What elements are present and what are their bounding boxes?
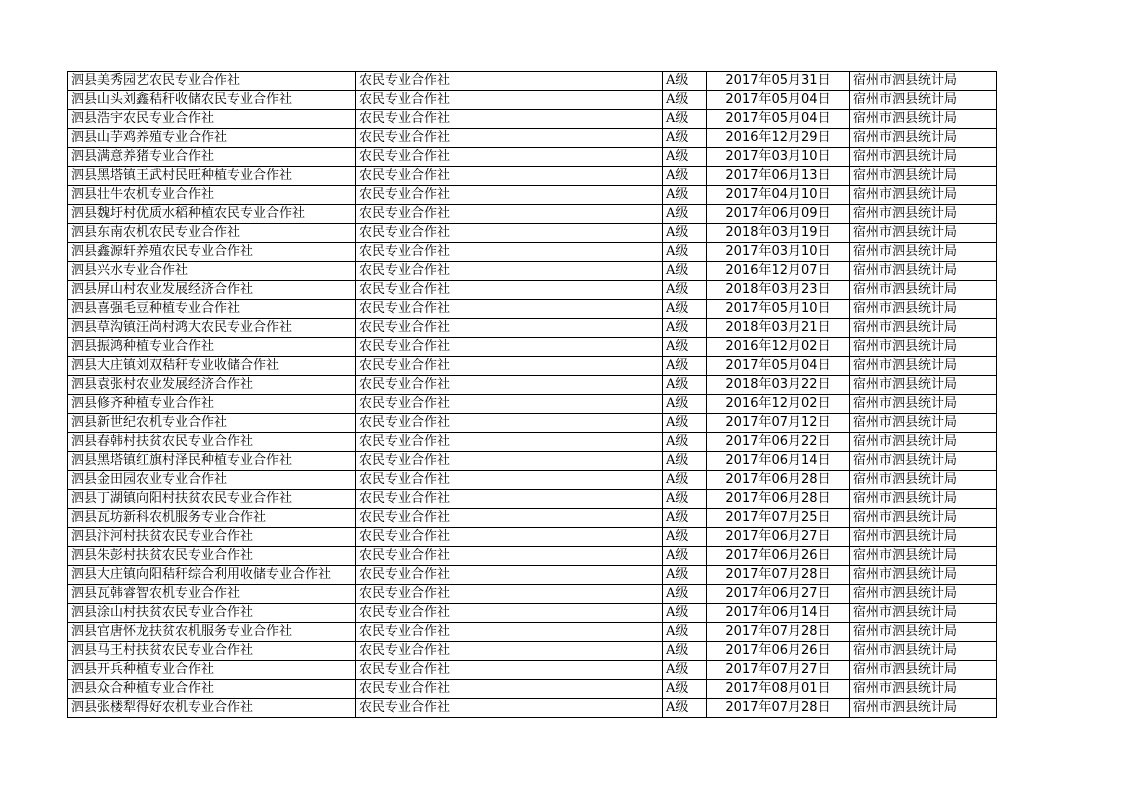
cell-cooperative-name: 泗县大庄镇刘双秸秆专业收储合作社 bbox=[68, 357, 356, 376]
cell-organization-type: 农民专业合作社 bbox=[356, 129, 663, 148]
cell-organization-type: 农民专业合作社 bbox=[356, 72, 663, 91]
cell-organization-type: 农民专业合作社 bbox=[356, 243, 663, 262]
cell-date: 2018年03月23日 bbox=[707, 281, 850, 300]
cell-organization-type: 农民专业合作社 bbox=[356, 642, 663, 661]
cell-date: 2017年06月27日 bbox=[707, 528, 850, 547]
cell-cooperative-name: 泗县美秀园艺农民专业合作社 bbox=[68, 72, 356, 91]
table-row bbox=[68, 148, 997, 167]
table-row bbox=[68, 604, 997, 623]
cell-authority: 宿州市泗县统计局 bbox=[850, 604, 997, 623]
table-row bbox=[68, 281, 997, 300]
cell-organization-type: 农民专业合作社 bbox=[356, 585, 663, 604]
table-row bbox=[68, 528, 997, 547]
cell-date: 2017年03月10日 bbox=[707, 148, 850, 167]
cell-organization-type: 农民专业合作社 bbox=[356, 680, 663, 699]
cell-organization-type: 农民专业合作社 bbox=[356, 547, 663, 566]
cell-organization-type: 农民专业合作社 bbox=[356, 186, 663, 205]
cell-grade: A级 bbox=[663, 357, 707, 376]
table-row bbox=[68, 72, 997, 91]
cell-date: 2017年05月04日 bbox=[707, 110, 850, 129]
table-row bbox=[68, 680, 997, 699]
cell-authority: 宿州市泗县统计局 bbox=[850, 566, 997, 585]
cell-date: 2017年06月14日 bbox=[707, 604, 850, 623]
cell-organization-type: 农民专业合作社 bbox=[356, 376, 663, 395]
cell-authority: 宿州市泗县统计局 bbox=[850, 452, 997, 471]
cell-grade: A级 bbox=[663, 433, 707, 452]
cell-date: 2017年03月10日 bbox=[707, 243, 850, 262]
table-row bbox=[68, 376, 997, 395]
cell-authority: 宿州市泗县统计局 bbox=[850, 547, 997, 566]
cell-authority: 宿州市泗县统计局 bbox=[850, 528, 997, 547]
cell-grade: A级 bbox=[663, 661, 707, 680]
cell-grade: A级 bbox=[663, 281, 707, 300]
cell-cooperative-name: 泗县浩宇农民专业合作社 bbox=[68, 110, 356, 129]
table-row bbox=[68, 414, 997, 433]
cell-grade: A级 bbox=[663, 72, 707, 91]
cell-date: 2017年06月09日 bbox=[707, 205, 850, 224]
cell-authority: 宿州市泗县统计局 bbox=[850, 509, 997, 528]
cell-date: 2017年07月27日 bbox=[707, 661, 850, 680]
table-row bbox=[68, 509, 997, 528]
cell-grade: A级 bbox=[663, 509, 707, 528]
table-row bbox=[68, 699, 997, 718]
cell-organization-type: 农民专业合作社 bbox=[356, 395, 663, 414]
cell-authority: 宿州市泗县统计局 bbox=[850, 490, 997, 509]
cell-grade: A级 bbox=[663, 623, 707, 642]
cell-cooperative-name: 泗县瓦坊新科农机服务专业合作社 bbox=[68, 509, 356, 528]
cell-cooperative-name: 泗县屏山村农业发展经济合作社 bbox=[68, 281, 356, 300]
cell-organization-type: 农民专业合作社 bbox=[356, 490, 663, 509]
table-row bbox=[68, 357, 997, 376]
cell-authority: 宿州市泗县统计局 bbox=[850, 433, 997, 452]
cell-authority: 宿州市泗县统计局 bbox=[850, 661, 997, 680]
cell-cooperative-name: 泗县满意养猪专业合作社 bbox=[68, 148, 356, 167]
cell-authority: 宿州市泗县统计局 bbox=[850, 699, 997, 718]
cell-date: 2017年07月25日 bbox=[707, 509, 850, 528]
cell-cooperative-name: 泗县金田园农业专业合作社 bbox=[68, 471, 356, 490]
cell-date: 2017年06月28日 bbox=[707, 490, 850, 509]
table-row bbox=[68, 262, 997, 281]
cell-cooperative-name: 泗县山芋鸡养殖专业合作社 bbox=[68, 129, 356, 148]
cell-grade: A级 bbox=[663, 452, 707, 471]
cell-cooperative-name: 泗县兴水专业合作社 bbox=[68, 262, 356, 281]
table-row bbox=[68, 623, 997, 642]
cell-organization-type: 农民专业合作社 bbox=[356, 224, 663, 243]
cell-organization-type: 农民专业合作社 bbox=[356, 91, 663, 110]
cell-grade: A级 bbox=[663, 528, 707, 547]
cell-organization-type: 农民专业合作社 bbox=[356, 414, 663, 433]
cell-authority: 宿州市泗县统计局 bbox=[850, 243, 997, 262]
cell-grade: A级 bbox=[663, 205, 707, 224]
cell-organization-type: 农民专业合作社 bbox=[356, 661, 663, 680]
cell-cooperative-name: 泗县开兵种植专业合作社 bbox=[68, 661, 356, 680]
cell-authority: 宿州市泗县统计局 bbox=[850, 186, 997, 205]
table-row bbox=[68, 433, 997, 452]
cell-date: 2017年05月04日 bbox=[707, 91, 850, 110]
cell-grade: A级 bbox=[663, 585, 707, 604]
cell-organization-type: 农民专业合作社 bbox=[356, 205, 663, 224]
cell-grade: A级 bbox=[663, 395, 707, 414]
cell-grade: A级 bbox=[663, 490, 707, 509]
cell-cooperative-name: 泗县黑塔镇红旗村泽民种植专业合作社 bbox=[68, 452, 356, 471]
table-row bbox=[68, 338, 997, 357]
cell-grade: A级 bbox=[663, 262, 707, 281]
cell-cooperative-name: 泗县振鸿种植专业合作社 bbox=[68, 338, 356, 357]
cell-grade: A级 bbox=[663, 167, 707, 186]
cell-grade: A级 bbox=[663, 338, 707, 357]
cell-authority: 宿州市泗县统计局 bbox=[850, 642, 997, 661]
cell-grade: A级 bbox=[663, 243, 707, 262]
table-row bbox=[68, 642, 997, 661]
cell-date: 2017年06月13日 bbox=[707, 167, 850, 186]
cell-grade: A级 bbox=[663, 471, 707, 490]
cell-cooperative-name: 泗县魏圩村优质水稻种植农民专业合作社 bbox=[68, 205, 356, 224]
cell-date: 2018年03月22日 bbox=[707, 376, 850, 395]
cell-authority: 宿州市泗县统计局 bbox=[850, 376, 997, 395]
cell-grade: A级 bbox=[663, 604, 707, 623]
cell-cooperative-name: 泗县春韩村扶贫农民专业合作社 bbox=[68, 433, 356, 452]
cell-authority: 宿州市泗县统计局 bbox=[850, 129, 997, 148]
cell-grade: A级 bbox=[663, 110, 707, 129]
cell-organization-type: 农民专业合作社 bbox=[356, 300, 663, 319]
cell-date: 2018年03月21日 bbox=[707, 319, 850, 338]
cell-organization-type: 农民专业合作社 bbox=[356, 509, 663, 528]
cell-authority: 宿州市泗县统计局 bbox=[850, 281, 997, 300]
cell-cooperative-name: 泗县修齐种植专业合作社 bbox=[68, 395, 356, 414]
cell-organization-type: 农民专业合作社 bbox=[356, 357, 663, 376]
table-row bbox=[68, 547, 997, 566]
cell-authority: 宿州市泗县统计局 bbox=[850, 357, 997, 376]
table-row bbox=[68, 471, 997, 490]
cell-grade: A级 bbox=[663, 224, 707, 243]
cell-date: 2017年06月14日 bbox=[707, 452, 850, 471]
cell-authority: 宿州市泗县统计局 bbox=[850, 262, 997, 281]
table-row bbox=[68, 91, 997, 110]
cell-date: 2017年07月12日 bbox=[707, 414, 850, 433]
cell-authority: 宿州市泗县统计局 bbox=[850, 224, 997, 243]
cell-cooperative-name: 泗县涂山村扶贫农民专业合作社 bbox=[68, 604, 356, 623]
cell-cooperative-name: 泗县丁湖镇向阳村扶贫农民专业合作社 bbox=[68, 490, 356, 509]
cell-organization-type: 农民专业合作社 bbox=[356, 281, 663, 300]
cell-cooperative-name: 泗县壮牛农机专业合作社 bbox=[68, 186, 356, 205]
cell-organization-type: 农民专业合作社 bbox=[356, 110, 663, 129]
cell-organization-type: 农民专业合作社 bbox=[356, 471, 663, 490]
cell-cooperative-name: 泗县张楼犁得好农机专业合作社 bbox=[68, 699, 356, 718]
cell-cooperative-name: 泗县草沟镇汪尚村鸿大农民专业合作社 bbox=[68, 319, 356, 338]
cell-authority: 宿州市泗县统计局 bbox=[850, 585, 997, 604]
cell-grade: A级 bbox=[663, 91, 707, 110]
cell-grade: A级 bbox=[663, 414, 707, 433]
cell-authority: 宿州市泗县统计局 bbox=[850, 300, 997, 319]
cell-cooperative-name: 泗县东南农机农民专业合作社 bbox=[68, 224, 356, 243]
cell-cooperative-name: 泗县众合种植专业合作社 bbox=[68, 680, 356, 699]
cell-grade: A级 bbox=[663, 680, 707, 699]
cell-grade: A级 bbox=[663, 129, 707, 148]
cell-authority: 宿州市泗县统计局 bbox=[850, 623, 997, 642]
cooperative-table bbox=[67, 71, 997, 718]
table-row bbox=[68, 300, 997, 319]
table-row bbox=[68, 167, 997, 186]
cell-date: 2016年12月07日 bbox=[707, 262, 850, 281]
table-row bbox=[68, 661, 997, 680]
cell-authority: 宿州市泗县统计局 bbox=[850, 91, 997, 110]
cell-cooperative-name: 泗县鑫源轩养殖农民专业合作社 bbox=[68, 243, 356, 262]
cell-organization-type: 农民专业合作社 bbox=[356, 167, 663, 186]
cell-cooperative-name: 泗县喜强毛豆种植专业合作社 bbox=[68, 300, 356, 319]
cell-grade: A级 bbox=[663, 547, 707, 566]
cell-cooperative-name: 泗县马王村扶贫农民专业合作社 bbox=[68, 642, 356, 661]
cell-organization-type: 农民专业合作社 bbox=[356, 319, 663, 338]
cell-cooperative-name: 泗县新世纪农机专业合作社 bbox=[68, 414, 356, 433]
cell-date: 2017年05月31日 bbox=[707, 72, 850, 91]
cell-authority: 宿州市泗县统计局 bbox=[850, 471, 997, 490]
cell-organization-type: 农民专业合作社 bbox=[356, 528, 663, 547]
table-row bbox=[68, 319, 997, 338]
cell-authority: 宿州市泗县统计局 bbox=[850, 414, 997, 433]
cell-grade: A级 bbox=[663, 148, 707, 167]
cell-organization-type: 农民专业合作社 bbox=[356, 433, 663, 452]
cell-grade: A级 bbox=[663, 376, 707, 395]
cell-date: 2016年12月02日 bbox=[707, 338, 850, 357]
cell-grade: A级 bbox=[663, 642, 707, 661]
cell-grade: A级 bbox=[663, 300, 707, 319]
cell-organization-type: 农民专业合作社 bbox=[356, 604, 663, 623]
cell-authority: 宿州市泗县统计局 bbox=[850, 680, 997, 699]
cell-authority: 宿州市泗县统计局 bbox=[850, 167, 997, 186]
table-row bbox=[68, 129, 997, 148]
cell-date: 2017年08月01日 bbox=[707, 680, 850, 699]
cell-authority: 宿州市泗县统计局 bbox=[850, 72, 997, 91]
cell-authority: 宿州市泗县统计局 bbox=[850, 319, 997, 338]
cell-date: 2017年06月22日 bbox=[707, 433, 850, 452]
cell-grade: A级 bbox=[663, 186, 707, 205]
cell-date: 2017年06月26日 bbox=[707, 547, 850, 566]
table-row bbox=[68, 186, 997, 205]
cell-authority: 宿州市泗县统计局 bbox=[850, 110, 997, 129]
cell-cooperative-name: 泗县袁张村农业发展经济合作社 bbox=[68, 376, 356, 395]
cell-authority: 宿州市泗县统计局 bbox=[850, 338, 997, 357]
cell-date: 2017年07月28日 bbox=[707, 699, 850, 718]
cell-cooperative-name: 泗县官唐怀龙扶贫农机服务专业合作社 bbox=[68, 623, 356, 642]
table-row bbox=[68, 243, 997, 262]
cell-organization-type: 农民专业合作社 bbox=[356, 148, 663, 167]
cell-cooperative-name: 泗县瓦韩睿智农机专业合作社 bbox=[68, 585, 356, 604]
cell-cooperative-name: 泗县汴河村扶贫农民专业合作社 bbox=[68, 528, 356, 547]
cell-date: 2018年03月19日 bbox=[707, 224, 850, 243]
cell-date: 2017年06月28日 bbox=[707, 471, 850, 490]
table-row bbox=[68, 490, 997, 509]
cell-authority: 宿州市泗县统计局 bbox=[850, 148, 997, 167]
cell-organization-type: 农民专业合作社 bbox=[356, 452, 663, 471]
cell-date: 2017年05月04日 bbox=[707, 357, 850, 376]
cell-date: 2016年12月29日 bbox=[707, 129, 850, 148]
table-row bbox=[68, 585, 997, 604]
cell-organization-type: 农民专业合作社 bbox=[356, 566, 663, 585]
cell-date: 2017年06月27日 bbox=[707, 585, 850, 604]
cell-date: 2017年04月10日 bbox=[707, 186, 850, 205]
table-body bbox=[68, 72, 997, 718]
cell-date: 2016年12月02日 bbox=[707, 395, 850, 414]
table-row bbox=[68, 452, 997, 471]
cell-grade: A级 bbox=[663, 699, 707, 718]
table-row bbox=[68, 110, 997, 129]
cell-date: 2017年05月10日 bbox=[707, 300, 850, 319]
cell-date: 2017年07月28日 bbox=[707, 623, 850, 642]
cell-date: 2017年06月26日 bbox=[707, 642, 850, 661]
table-row bbox=[68, 566, 997, 585]
cell-grade: A级 bbox=[663, 319, 707, 338]
cell-organization-type: 农民专业合作社 bbox=[356, 338, 663, 357]
cell-organization-type: 农民专业合作社 bbox=[356, 262, 663, 281]
cell-organization-type: 农民专业合作社 bbox=[356, 623, 663, 642]
cell-authority: 宿州市泗县统计局 bbox=[850, 395, 997, 414]
cell-cooperative-name: 泗县山头刘鑫秸秆收储农民专业合作社 bbox=[68, 91, 356, 110]
cell-cooperative-name: 泗县黑塔镇王武村民旺种植专业合作社 bbox=[68, 167, 356, 186]
cell-cooperative-name: 泗县朱彭村扶贫农民专业合作社 bbox=[68, 547, 356, 566]
table-row bbox=[68, 224, 997, 243]
cell-grade: A级 bbox=[663, 566, 707, 585]
cell-cooperative-name: 泗县大庄镇向阳秸秆综合利用收储专业合作社 bbox=[68, 566, 356, 585]
cell-organization-type: 农民专业合作社 bbox=[356, 699, 663, 718]
cell-date: 2017年07月28日 bbox=[707, 566, 850, 585]
cell-authority: 宿州市泗县统计局 bbox=[850, 205, 997, 224]
table-row bbox=[68, 395, 997, 414]
table-row bbox=[68, 205, 997, 224]
